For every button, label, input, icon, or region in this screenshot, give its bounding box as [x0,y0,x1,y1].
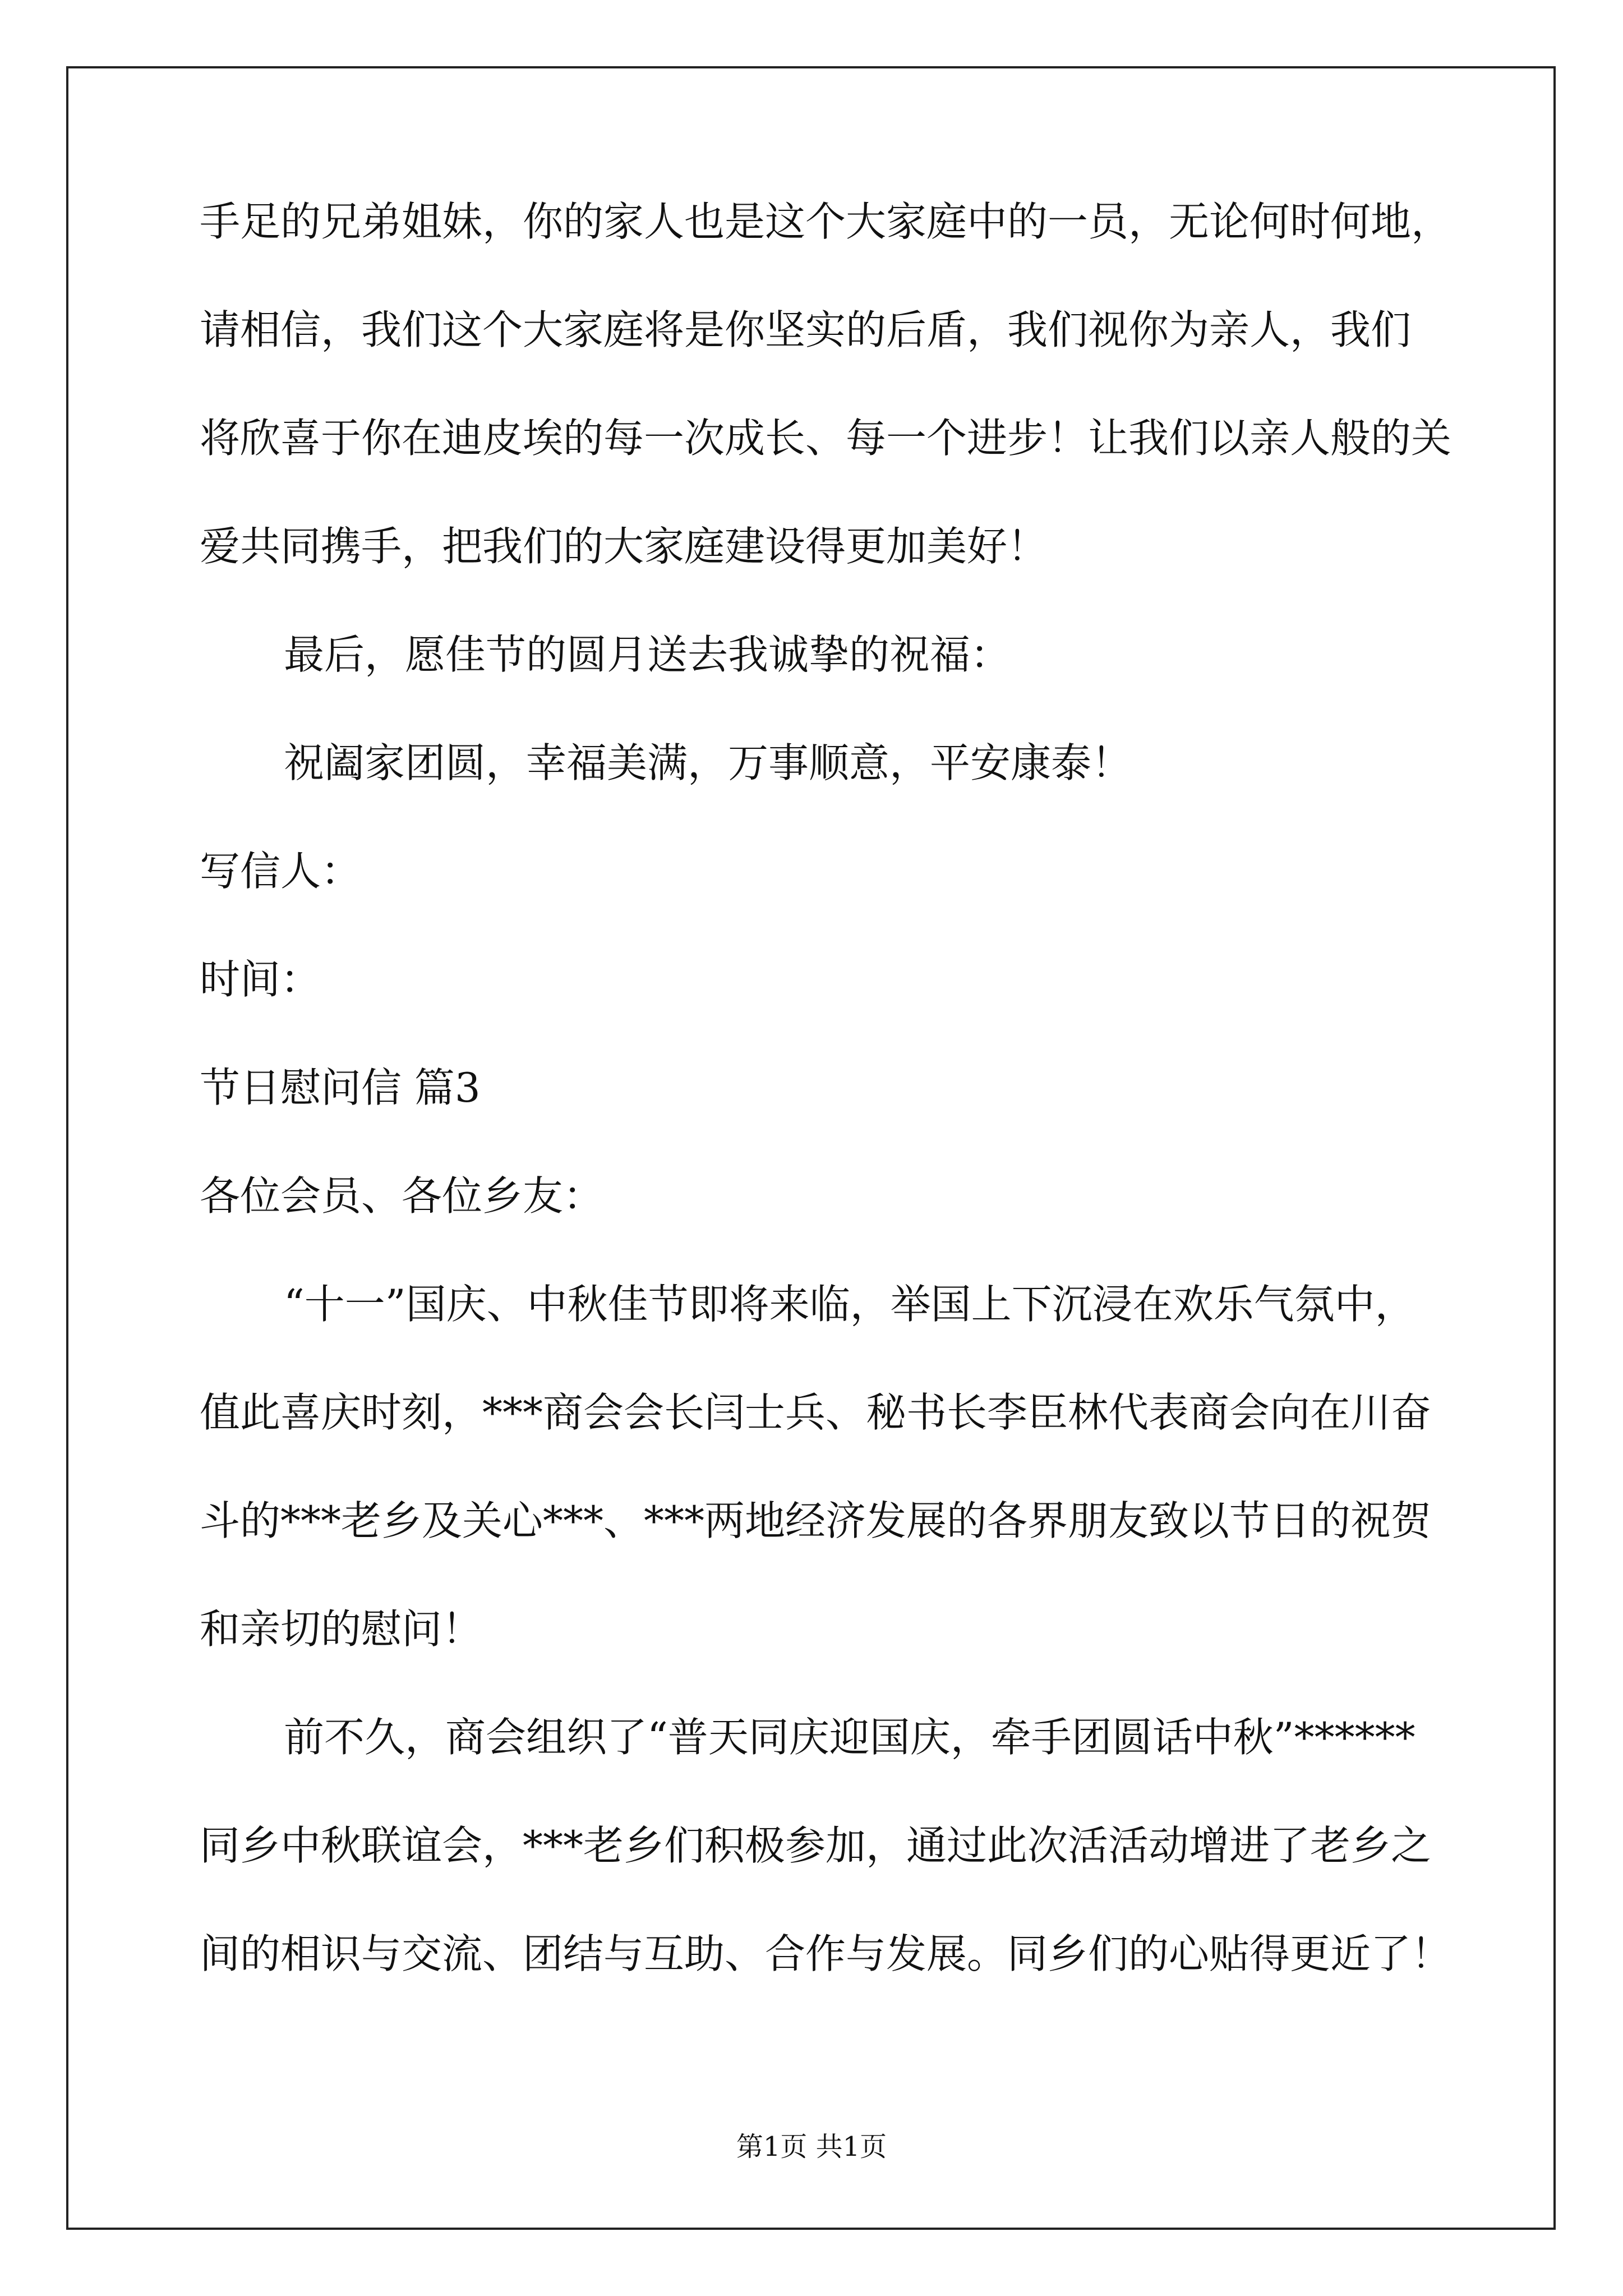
date-label: 时间： [200,956,321,1003]
paragraph-line: 爱共同携手，把我们的大家庭建设得更加美好！ [200,523,1048,570]
paragraph-line: “十一”国庆、中秋佳节即将来临，举国上下沉浸在欢乐气氛中， [284,1281,1415,1328]
paragraph-line: 将欣喜于你在迪皮埃的每一次成长、每一个进步！让我们以亲人般的关 [200,415,1452,462]
paragraph-line: 和亲切的慰问！ [200,1605,483,1653]
signature-label: 写信人： [200,848,362,895]
paragraph-line: 手足的兄弟姐妹，你的家人也是这个大家庭中的一员，无论何时何地， [200,198,1452,245]
paragraph-line: 同乡中秋联谊会，***老乡们积极参加，通过此次活活动增进了老乡之 [200,1822,1432,1869]
paragraph-line: 最后，愿佳节的圆月送去我诚挚的祝福： [284,631,1011,678]
paragraph-line: 间的相识与交流、团结与互助、合作与发展。同乡们的心贴得更近了！ [200,1930,1452,1977]
paragraph-line: 值此喜庆时刻，***商会会长闫士兵、秘书长李臣林代表商会向在川奋 [200,1389,1432,1436]
paragraph-line: 斗的***老乡及关心***、***两地经济发展的各界朋友致以节日的祝贺 [200,1497,1432,1544]
page-footer: 第1页 共1页 [736,2131,887,2162]
page-border [66,66,1556,2230]
paragraph-line: 祝阖家团圆，幸福美满，万事顺意，平安康泰！ [284,739,1132,786]
paragraph-line: 前不久，商会组织了“普天同庆迎国庆，牵手团圆话中秋”****** [284,1714,1415,1761]
salutation: 各位会员、各位乡友： [200,1172,604,1220]
section-heading: 节日慰问信 篇3 [200,1064,481,1111]
paragraph-line: 请相信，我们这个大家庭将是你坚实的后盾，我们视你为亲人，我们 [200,306,1412,353]
